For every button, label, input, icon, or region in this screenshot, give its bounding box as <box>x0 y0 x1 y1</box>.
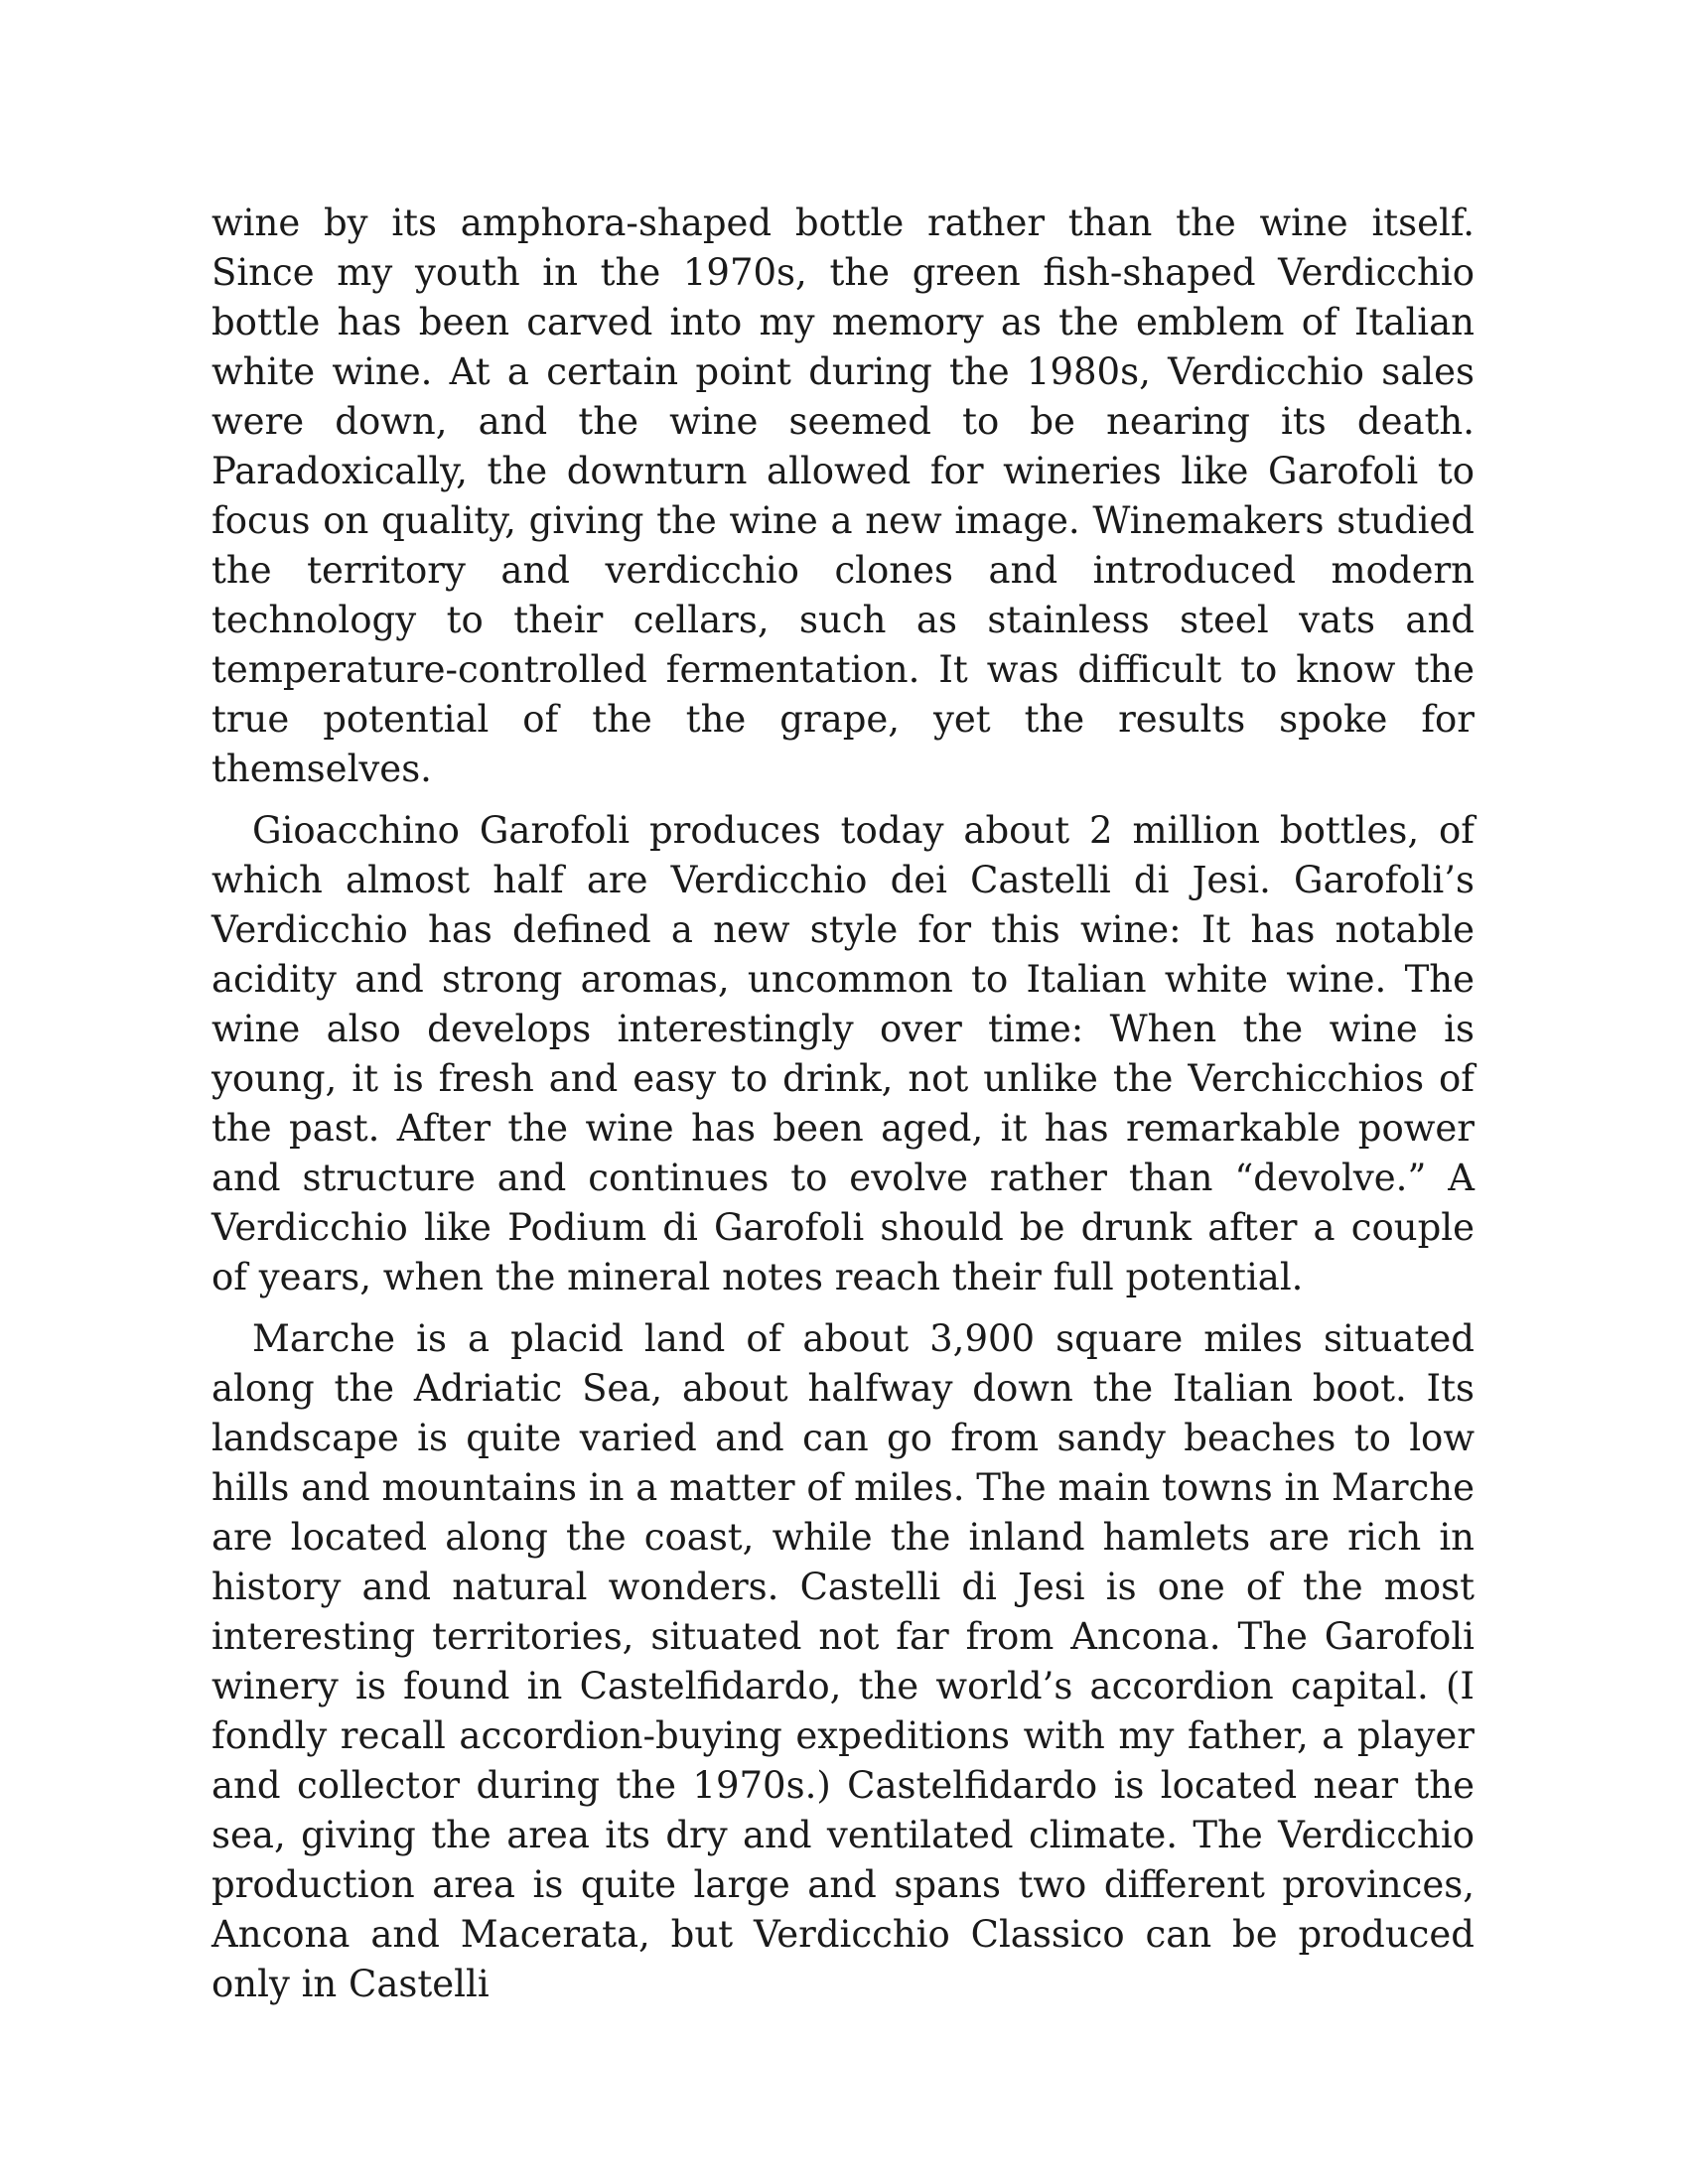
paragraph-2: Gioacchino Garofoli produces today about 2 million bottles, of which almost half are Verdicchio dei Castelli di Jesi. Garofoli’s Verdicchio has defined a new style for this wine: It has notable acidity and strong aromas, uncommon to Italian white wine. The wine also develops interestingly over time: When the wine is young, it is fresh and easy to drink, not unlike the Verchicchios of the past. After the wine has been aged, it has remarkable power and structure and continues to evolve rather than “devolve.” A Verdicchio like Podium di Garofoli should be drunk after a couple of years, when the mineral notes reach their full potential. <box>211 809 1475 1298</box>
paragraph-1: wine by its amphora-shaped bottle rather than the wine itself. Since my youth in the 1970s, the green fish-shaped Verdicchio bottle has been carved into my memory as the emblem of Italian white wine. At a certain point during the 1980s, Verdicchio sales were down, and the wine seemed to be nearing its death. Paradoxically, the downturn allowed for wineries like Garofoli to focus on quality, giving the wine a new image. Winemakers studied the territory and verdicchio clones and introduced modern technology to their cellars, such as stainless steel vats and temperature-controlled fermentation. It was difficult to know the true potential of the the grape, yet the results spoke for themselves. <box>211 202 1475 790</box>
page-body <box>211 199 1475 2021</box>
paragraph-3: Marche is a placid land of about 3,900 square miles situated along the Adriatic Sea, about halfway down the Italian boot. Its landscape is quite varied and can go from sandy beaches to low hills and mountains in a matter of miles. The main towns in Marche are located along the coast, while the inland hamlets are rich in history and natural wonders. Castelli di Jesi is one of the most interesting territories, situated not far from Ancona. The Garofoli winery is found in Castelfidardo, the world’s accordion capital. (I fondly recall accordion-buying expeditions with my father, a player and collector during the 1970s.) Castelfidardo is located near the sea, giving the area its dry and ventilated climate. The Verdicchio production area is quite large and spans two different provinces, Ancona and Macerata, but Verdicchio Classico can be produced only in Castelli <box>211 1317 1475 2005</box>
